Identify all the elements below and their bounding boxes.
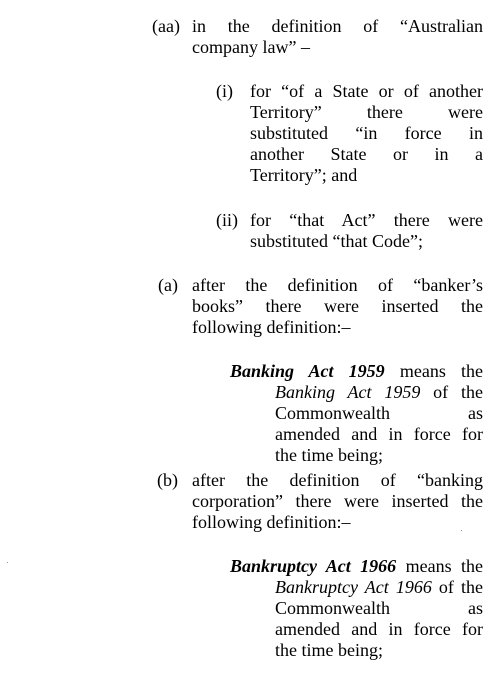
item-b-line-1: after the definition of “banking — [192, 470, 483, 490]
item-aa-text — [192, 16, 483, 58]
item-i-line-3: substituted “in force in — [250, 123, 483, 143]
item-i-line-1: for “of a State or of another — [250, 81, 483, 101]
item-number-i: (i) — [216, 81, 233, 101]
defined-term-bankruptcy-act: Bankruptcy Act 1966 — [230, 556, 397, 576]
definition-bankruptcy-line-4: amended and in force for — [275, 619, 483, 639]
item-a-line-3: following definition:– — [192, 317, 351, 337]
definition-banking-line-1 — [230, 361, 483, 382]
definition-bankruptcy-line-1-rest: means the — [396, 556, 483, 576]
definition-banking-line-5: the time being; — [275, 445, 383, 465]
definition-banking-act — [230, 361, 483, 466]
definition-bankruptcy-line-5: the time being; — [275, 640, 383, 660]
item-a-line-1: after the definition of “banker’s — [192, 275, 483, 295]
item-i-text — [250, 81, 483, 186]
scan-speck — [461, 530, 462, 531]
definition-banking-line-1-rest: means the — [384, 361, 483, 381]
definition-bankruptcy-act — [230, 556, 483, 661]
definition-bankruptcy-line-1 — [230, 556, 483, 577]
banking-act-italic-ref: Banking Act 1959 — [275, 382, 421, 402]
item-a-line-2: books” there were inserted the — [192, 296, 483, 316]
bankruptcy-act-italic-ref: Bankruptcy Act 1966 — [275, 577, 432, 597]
item-number-a: (a) — [158, 275, 178, 295]
item-number-b: (b) — [157, 470, 178, 490]
item-ii-text — [250, 210, 483, 252]
item-i-line-4: another State or in a — [250, 144, 483, 164]
definition-banking-line-2-rest: of the — [420, 382, 483, 402]
item-number-ii: (ii) — [216, 210, 238, 230]
definition-banking-line-2 — [230, 382, 483, 403]
item-aa-line-2: company law” – — [192, 37, 310, 57]
item-b-line-3: following definition:– — [192, 512, 351, 532]
definition-bankruptcy-line-3: Commonwealth as — [275, 598, 483, 618]
item-number-aa: (aa) — [152, 16, 180, 36]
definition-banking-line-4: amended and in force for — [275, 424, 483, 444]
item-b-line-2: corporation” there were inserted the — [192, 491, 483, 511]
item-i-line-2: Territory” there were — [250, 102, 483, 122]
defined-term-banking-act: Banking Act 1959 — [230, 361, 385, 381]
item-a-text — [192, 275, 483, 338]
definition-bankruptcy-line-2-rest: of the — [431, 577, 483, 597]
item-i-line-5: Territory”; and — [250, 165, 358, 185]
definition-bankruptcy-line-2 — [230, 577, 483, 598]
scan-speck — [7, 562, 8, 563]
item-ii-line-1: for “that Act” there were — [250, 210, 483, 230]
item-aa-line-1: in the definition of “Australian — [192, 16, 483, 36]
definition-banking-line-3: Commonwealth as — [275, 403, 483, 423]
item-b-text — [192, 470, 483, 533]
item-ii-line-2: substituted “that Code”; — [250, 231, 423, 251]
